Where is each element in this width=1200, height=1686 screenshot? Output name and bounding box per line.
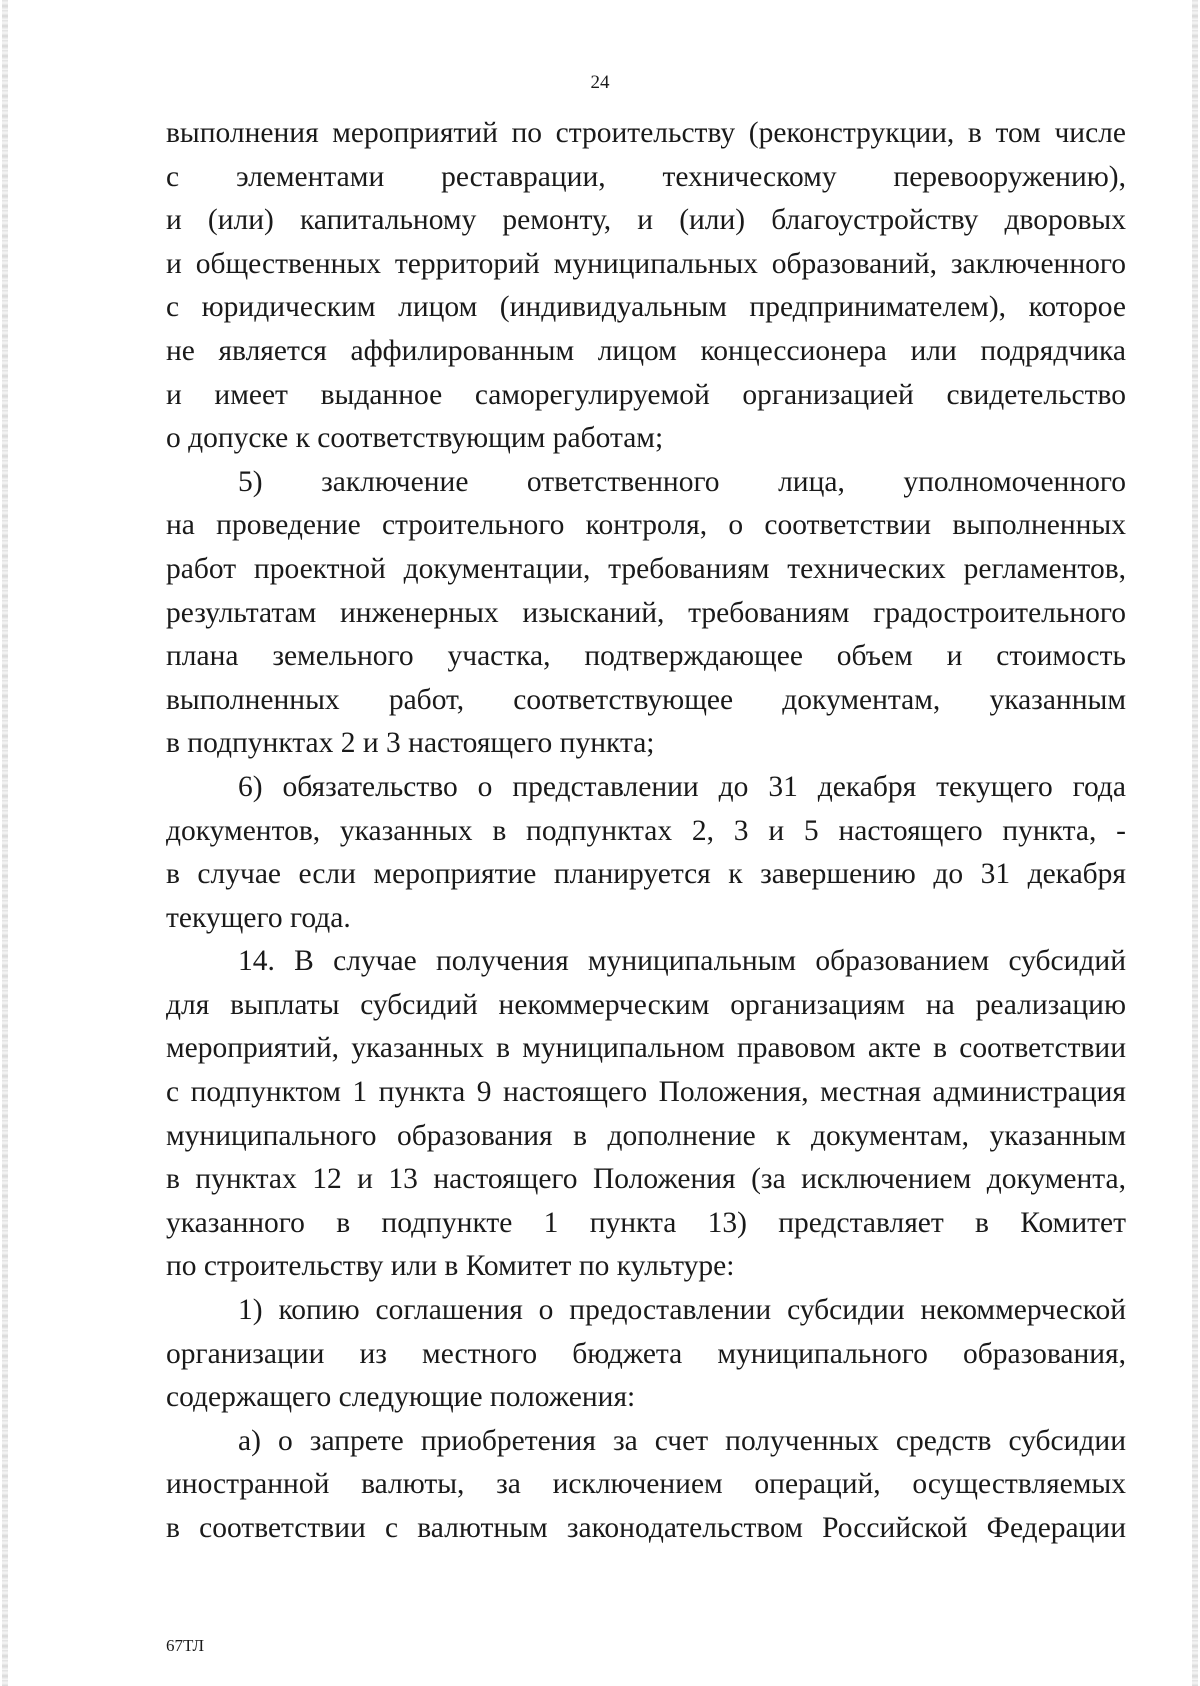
- text-line: о допуске к соответствующим работам;: [166, 422, 664, 455]
- text-line: с элементами реставрации, техническому перевооружению),: [166, 160, 1126, 193]
- text-line: а) о запрете приобретения за счет полученных средств субсидии: [238, 1424, 1126, 1457]
- text-line: работ проектной документации, требованиям технических регламентов,: [166, 552, 1126, 585]
- page-number: 24: [590, 72, 610, 93]
- text-line: не является аффилированным лицом концессионера или подрядчика: [166, 334, 1126, 367]
- document-body: [166, 112, 1126, 1551]
- text-line: в соответствии с валютным законодательством Российской Федерации: [166, 1512, 1126, 1544]
- text-line: организации из местного бюджета муниципального образования,: [166, 1337, 1126, 1370]
- text-line: с юридическим лицом (индивидуальным предпринимателем), которое: [166, 291, 1126, 324]
- text-line: и (или) капитальному ремонту, и (или) благоустройству дворовых: [166, 204, 1126, 237]
- document-code: 67ТЛ: [166, 1636, 205, 1655]
- text-line: муниципального образования в дополнение к документам, указанным: [166, 1119, 1126, 1152]
- scan-edge-right: [1192, 0, 1198, 1686]
- text-line: результатам инженерных изысканий, требованиям градостроительного: [166, 596, 1126, 629]
- text-line: на проведение строительного контроля, о соответствии выполненных: [166, 509, 1126, 542]
- text-line: в пунктах 12 и 13 настоящего Положения (за исключением документа,: [166, 1163, 1126, 1196]
- text-line: 1) копию соглашения о предоставлении субсидии некоммерческой: [238, 1294, 1126, 1327]
- text-line: в подпунктах 2 и 3 настоящего пункта;: [166, 727, 655, 760]
- text-line: мероприятий, указанных в муниципальном правовом акте в соответствии: [166, 1032, 1126, 1065]
- text-line: для выплаты субсидий некоммерческим организациям на реализацию: [166, 988, 1126, 1021]
- text-line: 5) заключение ответственного лица, уполномоченного: [238, 465, 1126, 498]
- text-line: выполненных работ, соответствующее документам, указанным: [166, 683, 1126, 716]
- text-line: документов, указанных в подпунктах 2, 3 и 5 настоящего пункта, -: [166, 814, 1126, 847]
- text-line: указанного в подпункте 1 пункта 13) представляет в Комитет: [166, 1206, 1126, 1239]
- text-line: содержащего следующие положения:: [166, 1381, 636, 1414]
- text-line: 6) обязательство о представлении до 31 декабря текущего года: [238, 770, 1126, 803]
- text-line: текущего года.: [166, 901, 351, 934]
- text-line: и общественных территорий муниципальных образований, заключенного: [166, 247, 1126, 280]
- text-line: и имеет выданное саморегулируемой организацией свидетельство: [166, 378, 1126, 411]
- scan-edge-left: [2, 0, 8, 1686]
- text-line: в случае если мероприятие планируется к завершению до 31 декабря: [166, 858, 1126, 891]
- text-line: с подпунктом 1 пункта 9 настоящего Положения, местная администрация: [166, 1076, 1126, 1109]
- text-line: выполнения мероприятий по строительству (реконструкции, в том числе: [166, 117, 1126, 149]
- text-line: иностранной валюты, за исключением операций, осуществляемых: [166, 1468, 1126, 1501]
- text-line: 14. В случае получения муниципальным образованием субсидий: [238, 945, 1126, 978]
- text-line: плана земельного участка, подтверждающее объем и стоимость: [166, 640, 1126, 673]
- text-line: по строительству или в Комитет по культуре:: [166, 1250, 735, 1283]
